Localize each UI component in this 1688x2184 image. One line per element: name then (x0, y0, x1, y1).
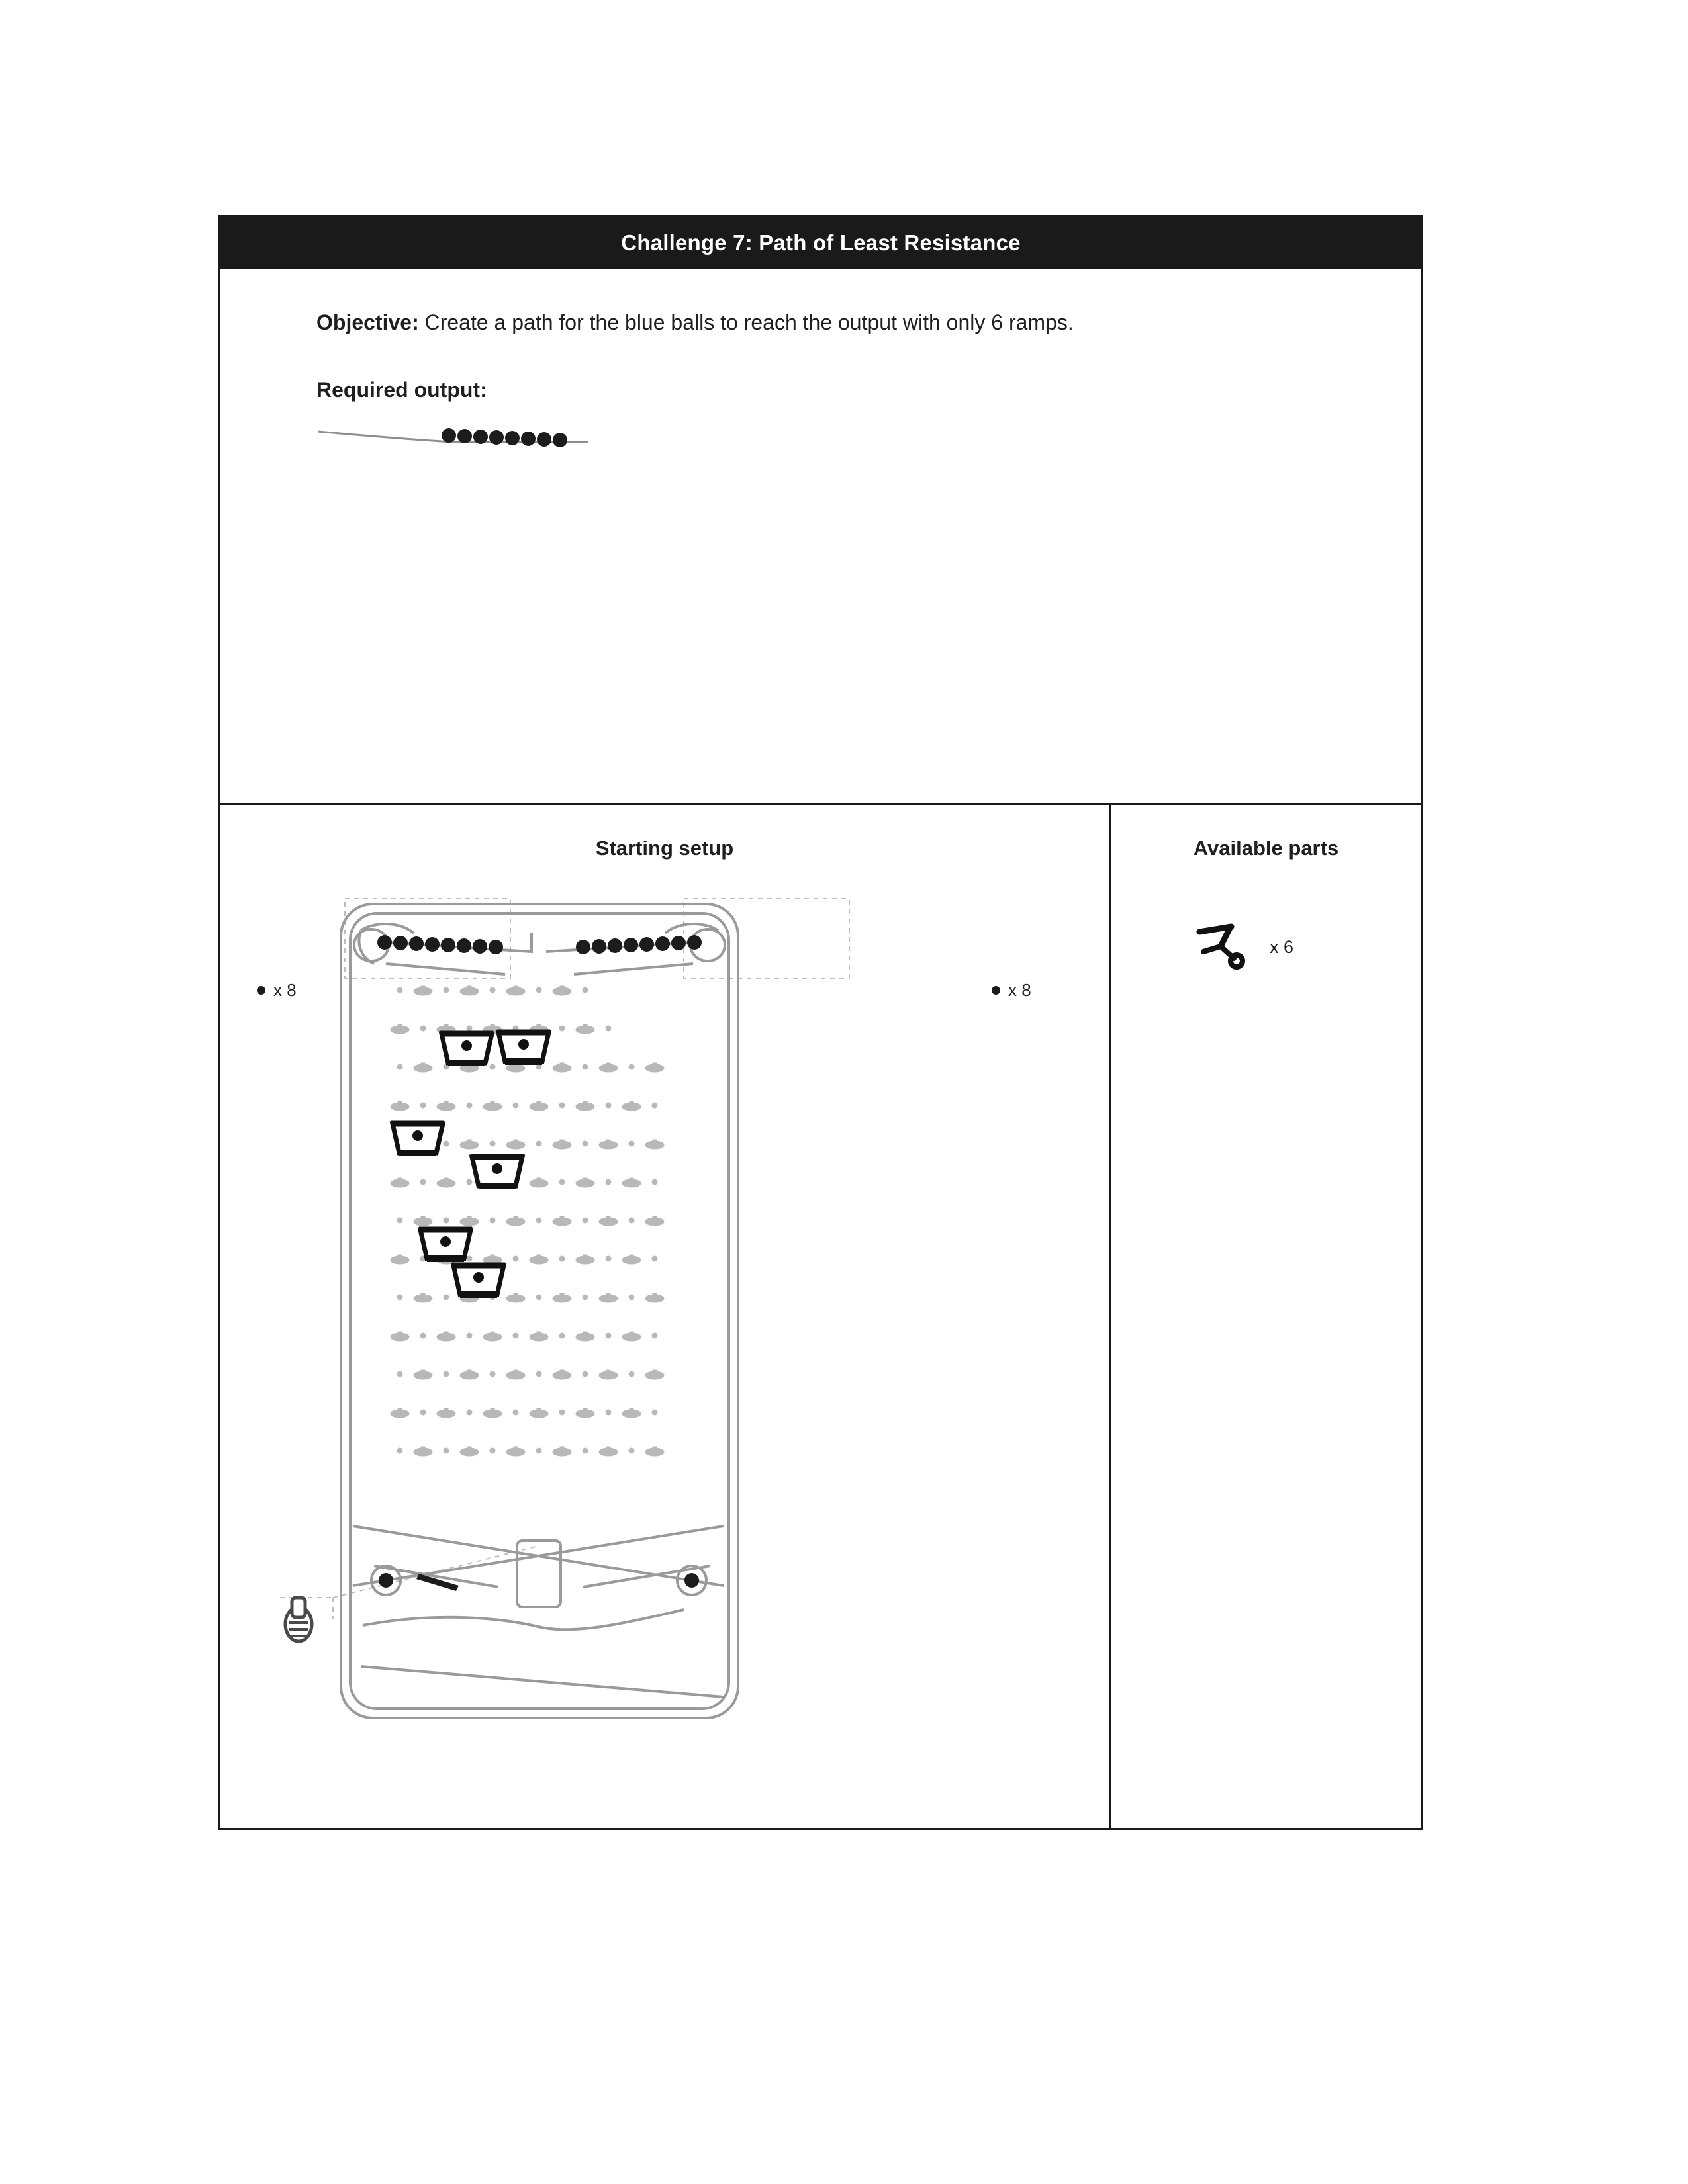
objective-text: Create a path for the blue balls to reach the output with only 6 ramps. (418, 310, 1074, 334)
challenge-card (218, 215, 1423, 1830)
right-ball-count-label: x 8 (1008, 980, 1031, 1000)
interceptor (391, 1124, 444, 1153)
available-parts-heading: Available parts (1193, 837, 1339, 860)
page-title: Challenge 7: Path of Least Resistance (621, 230, 1021, 255)
part-quantity-label: x 6 (1270, 936, 1294, 957)
interceptor (497, 1032, 550, 1062)
challenge-title-bar (220, 217, 1421, 269)
ramp-icon (1190, 917, 1250, 977)
machine-diagram (220, 864, 1109, 1791)
available-parts-column (1111, 805, 1421, 1828)
interceptor (440, 1034, 493, 1063)
lower-mechanism (353, 1526, 724, 1697)
top-rails (354, 924, 725, 974)
starting-setup-heading: Starting setup (595, 837, 734, 860)
output-ball-row (442, 428, 567, 447)
objective-section (220, 269, 1421, 805)
machine-svg (220, 864, 1111, 1791)
left-ball-count-label: x 8 (273, 980, 297, 1000)
interceptor (471, 1157, 524, 1186)
part-item (1190, 917, 1293, 977)
required-output-illustration (316, 412, 594, 458)
objective-text-line (316, 308, 1309, 337)
starting-setup-column (220, 805, 1111, 1828)
interceptor (419, 1230, 472, 1259)
output-spout (285, 1598, 312, 1641)
required-output-svg (316, 412, 594, 458)
interceptor (452, 1265, 505, 1295)
lower-section (220, 805, 1421, 1828)
objective-label: Objective: (316, 310, 419, 334)
required-output-label: Required output: (316, 378, 487, 402)
